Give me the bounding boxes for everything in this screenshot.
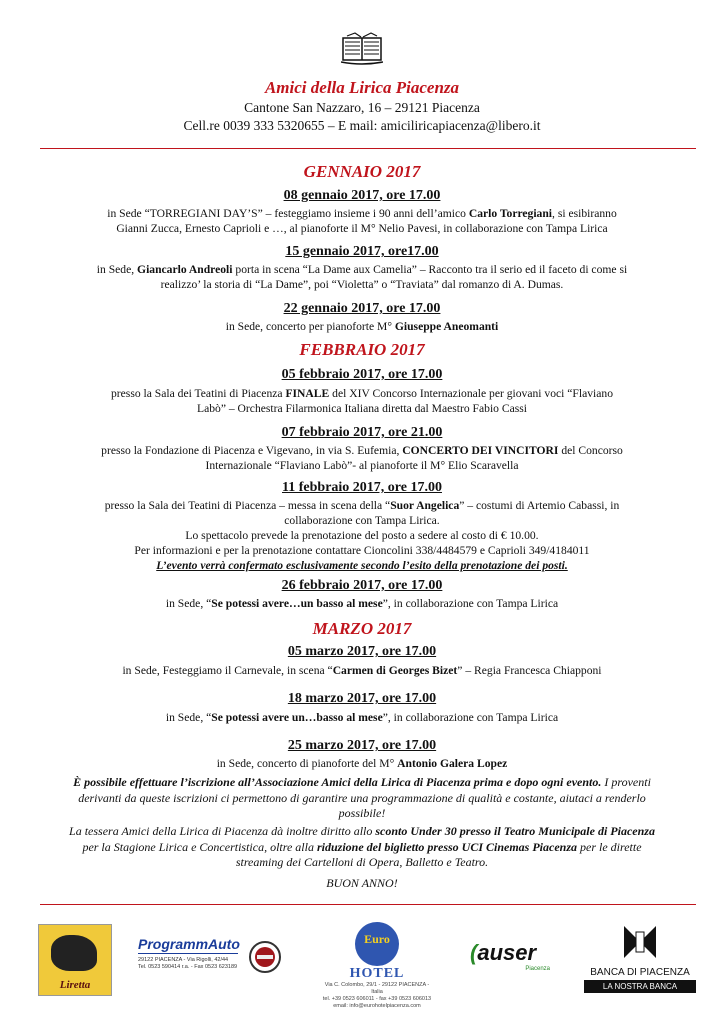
card-benefits-note: La tessera Amici della Lirica di Piacenza dà inoltre diritto allo sconto Under 30 presso il Teatro Municipale di Piacenza per la Stagione Lirica e Concertistica, oltre alla riduzione del biglietto presso UCI Cinemas Piacenza per le dirette streaming dei Cartelloni di Opera, Balletto e Teatro. <box>69 824 655 869</box>
event-date: 18 marzo 2017, ore 17.00 <box>287 691 437 706</box>
fiat-badge-icon <box>248 940 282 974</box>
sponsor-strip <box>0 916 724 1016</box>
event-date: 25 marzo 2017, ore 17.00 <box>287 738 437 753</box>
event-description: presso la Sala dei Teatini di Piacenza FINALE del XIV Concorso Internazionale per giovani voci “Flaviano Labò” – Orchestra Filarmonica Italiana diretta dal Maestro Fabio Cassi <box>111 387 613 415</box>
event-description: in Sede, concerto di pianoforte del M° Antonio Galera Lopez <box>216 757 508 770</box>
event-date: 07 febbraio 2017, ore 21.00 <box>281 425 443 440</box>
event-date: 22 gennaio 2017, ore 17.00 <box>283 301 441 316</box>
euro-hotel-logo: Euro HOTEL Via C. Colombo, 29/1 - 29122 PIACENZA - Italia tel. +39 0523 606011 - fax +39 0523 606013 email: info@eurohotelpiacenza.com <box>322 922 432 1012</box>
event-date: 08 gennaio 2017, ore 17.00 <box>283 188 441 203</box>
event-description: in Sede, Festeggiamo il Carnevale, in scena “Carmen di Georges Bizet” – Regia Francesca Chiapponi <box>122 664 602 677</box>
membership-note: È possibile effettuare l’iscrizione all’Associazione Amici della Lirica di Piacenza prima e dopo ogni evento. I proventi derivanti da queste iscrizioni ci permettono di garantire una programmazione di qualità e costante, aiutaci a renderlo possibile! <box>73 775 651 820</box>
reservation-notice: L’evento verrà confermato esclusivamente secondo l’esito della prenotazione dei posti. <box>156 559 568 572</box>
month-heading-marzo: MARZO 2017 <box>312 619 412 638</box>
event-date: 05 febbraio 2017, ore 17.00 <box>281 367 443 382</box>
event-description: in Sede, “Se potessi avere un…basso al mese”, in collaborazione con Tampa Lirica <box>165 711 559 724</box>
event-date: 26 febbraio 2017, ore 17.00 <box>281 578 443 593</box>
book-logo-icon <box>341 32 383 66</box>
event-description: presso la Sala dei Teatini di Piacenza – messa in scena della “Suor Angelica” – costumi di Artemio Cabassi, in collaborazione con Tampa Lirica. Lo spettacolo prevede la prenotazione del posto a sedere al costo di € 10.00. Per informazioni e per la prenotazione contattare Cioncolini 338/4484579 e Caprioli 349/4184011 L’evento verrà confermato esclusivamente secondo l’esito della prenotazione dei posti. <box>104 499 620 572</box>
header-divider <box>40 148 696 149</box>
event-description: in Sede, Giancarlo Andreoli porta in scena “La Dame aux Camelia” – Racconto tra il serio ed il faceto di come si realizzo’ la storia di “La Dame”, poi “Violetta” o “Traviata” dal romanzo di A. Dumas. <box>96 263 628 291</box>
banca-emblem-icon <box>620 924 660 960</box>
event-description: in Sede, concerto per pianoforte M° Giuseppe Aneomanti <box>225 320 499 333</box>
event-date: 05 marzo 2017, ore 17.00 <box>287 644 437 659</box>
org-contact: Cell.re 0039 333 5320655 – E mail: amiciliricapiacenza@libero.it <box>183 118 541 133</box>
liretta-logo: Liretta <box>38 924 112 996</box>
banca-di-piacenza-logo: BANCA DI PIACENZA LA NOSTRA BANCA <box>584 924 696 1004</box>
month-heading-gennaio: GENNAIO 2017 <box>303 162 421 181</box>
event-description: in Sede “TORREGIANI DAY’S” – festeggiamo insieme i 90 anni dell’amico Carlo Torregiani, si esibiranno Gianni Zucca, Ernesto Caprioli e …, al pianoforte il M° Nelio Pavesi, in collaborazione con Tampa Lirica <box>107 207 617 235</box>
event-date: 11 febbraio 2017, ore 17.00 <box>282 480 442 495</box>
org-title: Amici della Lirica Piacenza <box>264 78 460 97</box>
closing-greeting: BUON ANNO! <box>326 876 398 890</box>
event-description: in Sede, “Se potessi avere…un basso al mese”, in collaborazione con Tampa Lirica <box>165 597 559 610</box>
auser-logo: (auser Piacenza <box>470 940 550 972</box>
euro-stars-icon: Euro <box>355 922 399 966</box>
horse-icon <box>51 935 97 971</box>
event-date: 15 gennaio 2017, ore17.00 <box>285 244 439 259</box>
programma-auto-logo: ProgrammAuto 29122 PIACENZA - Via Rigolli, 42/44 Tel. 0523 590414 r.a. - Fax 0523 623189 <box>138 936 240 970</box>
month-heading-febbraio: FEBBRAIO 2017 <box>299 340 425 359</box>
footer-divider <box>40 904 696 905</box>
org-address: Cantone San Nazzaro, 16 – 29121 Piacenza <box>244 100 480 115</box>
event-description: presso la Fondazione di Piacenza e Vigevano, in via S. Eufemia, CONCERTO DEI VINCITORI del Concorso Internazionale “Flaviano Labò”- al pianoforte il M° Elio Scaravella <box>101 444 623 472</box>
